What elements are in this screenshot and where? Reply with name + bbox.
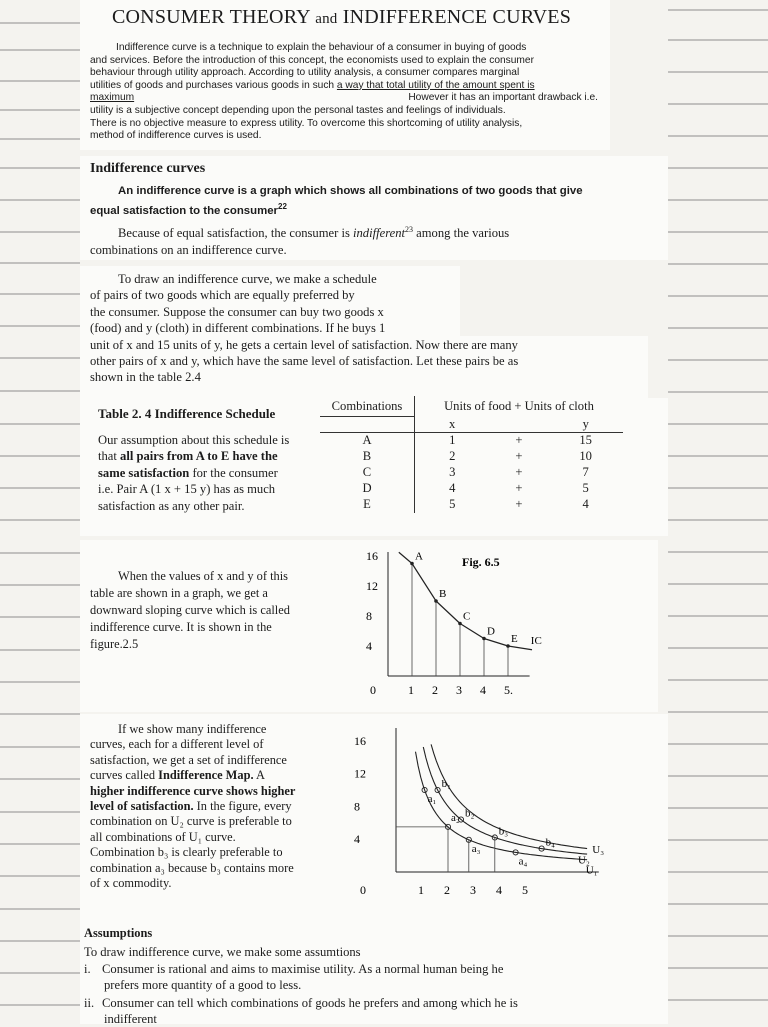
table-row	[320, 432, 623, 449]
ic-equal-satisfaction-text: Because of equal satisfaction, the consumer is indifferent$^{23}$ among the various combinations on an indifference curve.	[90, 225, 510, 257]
combination-cell: E	[320, 497, 415, 513]
x-tick-label: 3	[456, 683, 462, 697]
ic-definition: An indifference curve is a graph which shows all combinations of two goods that give equal satisfaction to the consumer$^{22}$	[90, 185, 583, 217]
assumptions-heading: Assumptions	[84, 926, 153, 940]
combination-cell: B	[320, 449, 415, 465]
units-cell	[415, 432, 624, 449]
data-point	[482, 637, 486, 641]
x-value: 5	[449, 497, 456, 511]
point-a-label: a₁	[427, 793, 437, 805]
x-tick-label: 1	[418, 883, 424, 897]
indifference-curve	[431, 744, 587, 848]
point-b-label: b₃	[498, 825, 509, 838]
assumption-item-1: i. Consumer is rational and aims to maximise utility. As a normal human being he prefers more quantity of a good to less.	[84, 962, 504, 992]
x-tick-label: 0	[370, 683, 376, 697]
x-tick-label: 2	[432, 683, 438, 697]
point-a-label: a₂	[451, 811, 460, 824]
x-value: 4	[449, 481, 456, 495]
table-row	[320, 481, 623, 497]
units-cell	[415, 465, 624, 481]
x-value: 1	[449, 433, 456, 447]
y-value: 10	[579, 449, 592, 463]
figure-label: Fig. 6.5	[462, 555, 500, 569]
y-value: 4	[582, 497, 589, 511]
x-tick-label: 4	[496, 883, 502, 897]
y-tick-label: 16	[366, 549, 378, 563]
point-label: C	[463, 610, 471, 623]
y-tick-label: 16	[354, 733, 366, 748]
table-note: Our assumption about this schedule is that all pairs from A to E have the same satisfaction for the consumer i.e. Pair A (1 x + 15 y) has as much satisfaction as any other pair.	[98, 433, 290, 513]
y-tick-label: 4	[366, 639, 372, 653]
y-value: 7	[582, 465, 589, 479]
x-tick-label: 3	[470, 883, 476, 897]
data-point	[506, 644, 510, 648]
indifference-curve	[416, 752, 588, 860]
x-tick-label: 1	[408, 683, 414, 697]
y-tick-label: 4	[354, 832, 360, 847]
combination-cell: D	[320, 481, 415, 497]
subheader-x: x	[449, 416, 456, 431]
intro-paragraph: Indifference curve is a technique to explain the behaviour of a consumer in buying of goods and services. Before the introduction of this concept, the economists used to explain the consumer behaviour through utility approach. According to utility analysis, a consumer compares marginal utilities of goods and purchases various goods in such a way that total utility of the amount spent is maximum However it has an important drawback i.e. utility is a subjective concept depending upon the personal tastes and feelings of individuals. There is no objective measure to express utility. To overcome this shortcoming of utility analysis, method of indifference curves is used.	[90, 42, 598, 142]
y-value: 15	[579, 433, 592, 447]
indifference-schedule-table	[320, 396, 623, 513]
section-heading-indifference-curves: Indifference curves	[90, 161, 206, 176]
units-cell	[415, 449, 624, 465]
table-caption: Table 2. 4 Indifference Schedule	[98, 406, 276, 421]
point-label: A	[415, 550, 423, 563]
y-tick-label: 12	[354, 766, 366, 781]
combination-cell: C	[320, 465, 415, 481]
col-header-combinations: Combinations	[320, 396, 415, 417]
draw-curve-paragraph: To draw an indifference curve, we make a schedule of pairs of two goods which are equally preferred by the consumer. Suppose the consumer can buy two goods x (food) and y (cloth) in different combinations. If he buys 1 unit of x and 15 units of y, he gets a certain level of satisfaction. Now there are many other pairs of x and y, which have the same level of satisfaction. Let these pairs be as shown in the table 2.4	[90, 272, 519, 385]
x-tick-label: 5.	[504, 683, 513, 697]
plus-sign: +	[515, 497, 523, 511]
indifference-map-paragraph: If we show many indifference curves, each for a different level of satisfaction, we get a set of indifference curves called Indifference Map. A higher indifference curve shows higher level of satisfaction. In the figure, every combination on U₂ curve is preferable to all combinations of U₁ curve. Combination b₃ is clearly preferable to combination a₃ because b₃ contains more of x commodity.	[90, 722, 296, 891]
x-tick-label: 2	[444, 883, 450, 897]
point-a-label: a₄	[518, 855, 528, 868]
data-point	[458, 622, 462, 626]
assumption-item-2: ii. Consumer can tell which combinations of goods he prefers and among which he is indifferent	[84, 996, 518, 1026]
table-row	[320, 449, 623, 465]
units-cell	[415, 481, 624, 497]
curve-label-u1: U₁	[585, 864, 598, 877]
table-row	[320, 497, 623, 513]
indifference-map-chart	[340, 726, 610, 906]
point-label: B	[439, 588, 447, 600]
curve-label: IC	[530, 634, 542, 647]
combination-cell: A	[320, 432, 415, 449]
curve-label-u2: U₂	[578, 854, 590, 867]
fig1-description: When the values of x and y of this table are shown in a graph, we get a downward sloping curve which is called indifference curve. It is shown in the figure.2.5	[90, 569, 290, 651]
x-tick-label: 0	[360, 883, 366, 897]
point-label: D	[487, 625, 495, 638]
plus-sign: +	[515, 449, 523, 463]
point-b-label: b₂	[465, 807, 475, 820]
data-point	[434, 599, 438, 603]
assumptions-intro: To draw indifference curve, we make some assumtions	[84, 945, 361, 959]
plus-sign: +	[515, 433, 523, 447]
curve-label-u3: U₃	[592, 844, 605, 857]
table-row	[320, 465, 623, 481]
y-value: 5	[582, 481, 589, 495]
y-tick-label: 8	[366, 609, 372, 623]
y-tick-label: 12	[366, 579, 378, 593]
y-tick-label: 8	[354, 799, 360, 814]
plus-sign: +	[515, 481, 523, 495]
point-label: E	[511, 633, 518, 645]
page-title: CONSUMER THEORY and INDIFFERENCE CURVES	[112, 6, 572, 28]
x-tick-label: 4	[480, 683, 486, 697]
col-header-units: Units of food + Units of cloth	[444, 398, 594, 413]
plus-sign: +	[515, 465, 523, 479]
data-point	[410, 562, 414, 566]
indifference-curve-chart	[340, 548, 560, 708]
x-tick-label: 5	[522, 883, 528, 897]
point-b-label: b₄	[545, 836, 555, 849]
point-a-label: a₃	[471, 842, 481, 855]
point-b-label: b₁	[441, 778, 451, 790]
x-value: 3	[449, 465, 456, 479]
x-value: 2	[449, 449, 456, 463]
subheader-y: y	[582, 416, 589, 431]
units-cell	[415, 497, 624, 513]
